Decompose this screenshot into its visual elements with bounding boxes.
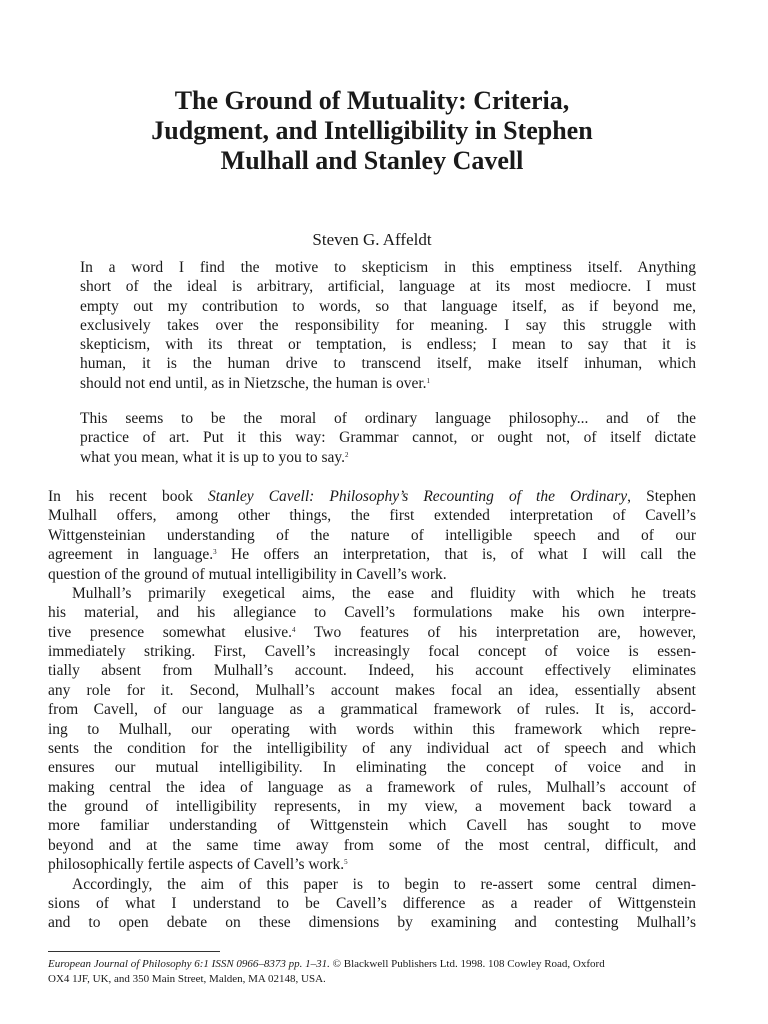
title-line: Judgment, and Intelligibility in Stephen <box>151 116 593 145</box>
body-line: tially absent from Mulhall’s account. Indeed, his account effectively eliminates <box>48 662 696 680</box>
body-text-run: Two features of his interpretation are, however, <box>295 623 696 641</box>
body-text-run: tive presence somewhat elusive. <box>48 623 292 641</box>
body-text-run: He offers an interpretation, that is, of what I will call the <box>216 546 697 564</box>
article-title <box>48 86 696 176</box>
body-line <box>48 487 696 506</box>
body-line <box>48 855 696 874</box>
epigraph-line: human, it is the human drive to transcend itself, make itself inhuman, which <box>80 355 696 373</box>
publisher-info: © Blackwell Publishers Ltd. 1998. 108 Cowley Road, Oxford <box>329 958 605 970</box>
author-name: Steven G. Affeldt <box>312 230 432 249</box>
body-text-run: agreement in language. <box>48 546 214 564</box>
epigraph-line: In a word I find the motive to skepticism in this emptiness itself. Anything <box>80 259 696 276</box>
body-line: making central the idea of language as a framework of rules, Mulhall’s account of <box>48 778 696 796</box>
body-line: ensures our mutual intelligibility. In eliminating the concept of voice and in <box>48 759 696 777</box>
body-line: sents the condition for the intelligibility of any individual act of speech and which <box>48 739 696 757</box>
epigraph-line: exclusively takes over the responsibility for meaning. I say this struggle with <box>80 316 696 334</box>
epigraph-line: practice of art. Put it this way: Grammar cannot, or ought not, of itself dictate <box>80 429 696 447</box>
epigraph-line <box>80 448 696 467</box>
epigraph-quote-2 <box>80 409 696 467</box>
body-line: question of the ground of mutual intelligibility in Cavell’s work. <box>48 565 447 583</box>
footnote-marker: 3 <box>213 548 217 557</box>
body-text-run: In his recent book <box>48 488 209 505</box>
body-line: ing to Mulhall, our operating with words within this framework which repre- <box>48 720 696 738</box>
footnote-divider <box>48 951 220 952</box>
footnote-line: OX4 1JF, UK, and 350 Main Street, Malden, MA 02148, USA. <box>48 973 326 985</box>
body-line: from Cavell, of our language as a grammatical framework of rules. It is, accord- <box>48 701 696 719</box>
title-line: Mulhall and Stanley Cavell <box>220 146 524 175</box>
body-text-run: , Stephen <box>627 488 697 505</box>
journal-citation: European Journal of Philosophy 6:1 ISSN 0966–8373 pp. 1–31. <box>48 958 330 970</box>
body-line: beyond and at the same time away from some of the most central, difficult, and <box>48 836 696 854</box>
body-line: Mulhall offers, among other things, the first extended interpretation of Cavell’s <box>48 507 696 525</box>
body-line: immediately striking. First, Cavell’s increasingly focal concept of voice is essen- <box>48 643 696 660</box>
body-line: sions of what I understand to be Cavell’s difference as a reader of Wittgenstein <box>48 894 696 912</box>
epigraph-quote-1 <box>80 258 696 393</box>
publication-footnote <box>48 957 696 987</box>
footnote-marker: 2 <box>345 450 349 459</box>
body-line: more familiar understanding of Wittgenstein which Cavell has sought to move <box>48 817 696 835</box>
epigraph-line: empty out my contribution to words, so that language itself, as if beyond me, <box>80 297 696 315</box>
body-line: the ground of intelligibility represents, in my view, a movement back toward a <box>48 798 696 815</box>
footnote-marker: 5 <box>344 858 348 867</box>
body-text-run: philosophically fertile aspects of Cavell’s work. <box>48 856 345 874</box>
body-text <box>48 487 696 933</box>
body-line: and to open debate on these dimensions by examining and contesting Mulhall’s <box>48 914 696 932</box>
footnote-marker: 4 <box>292 625 296 634</box>
epigraph-line-text: should not end until, as in Nietzsche, the human is over. <box>80 374 427 392</box>
body-line: any role for it. Second, Mulhall’s account makes focal an idea, essentially absent <box>48 681 696 699</box>
epigraph-line: short of the ideal is arbitrary, artificial, language at its most mediocre. I must <box>80 278 696 296</box>
body-line: Wittgensteinian understanding of the nature of intelligible speech and of our <box>48 526 696 544</box>
footnote-line <box>48 957 696 972</box>
epigraph-line: This seems to be the moral of ordinary language philosophy... and of the <box>80 410 696 427</box>
body-line: Mulhall’s primarily exegetical aims, the ease and fluidity with which he treats <box>72 584 696 602</box>
epigraph-line <box>80 374 696 393</box>
footnote-marker: 1 <box>426 376 431 385</box>
body-line: Accordingly, the aim of this paper is to begin to re-assert some central dimen- <box>72 875 696 893</box>
epigraph-line-text: what you mean, what it is up to you to say. <box>80 448 346 466</box>
body-line <box>48 623 696 642</box>
book-title: Stanley Cavell: Philosophy’s Recounting of the Ordinary <box>208 488 628 505</box>
epigraph-line: skepticism, with its threat or temptation, is endless; I mean to say that it is <box>80 336 696 354</box>
body-line <box>48 545 696 564</box>
body-line: his material, and his allegiance to Cavell’s formulations make his own interpre- <box>48 604 696 622</box>
title-line: The Ground of Mutuality: Criteria, <box>174 86 570 115</box>
